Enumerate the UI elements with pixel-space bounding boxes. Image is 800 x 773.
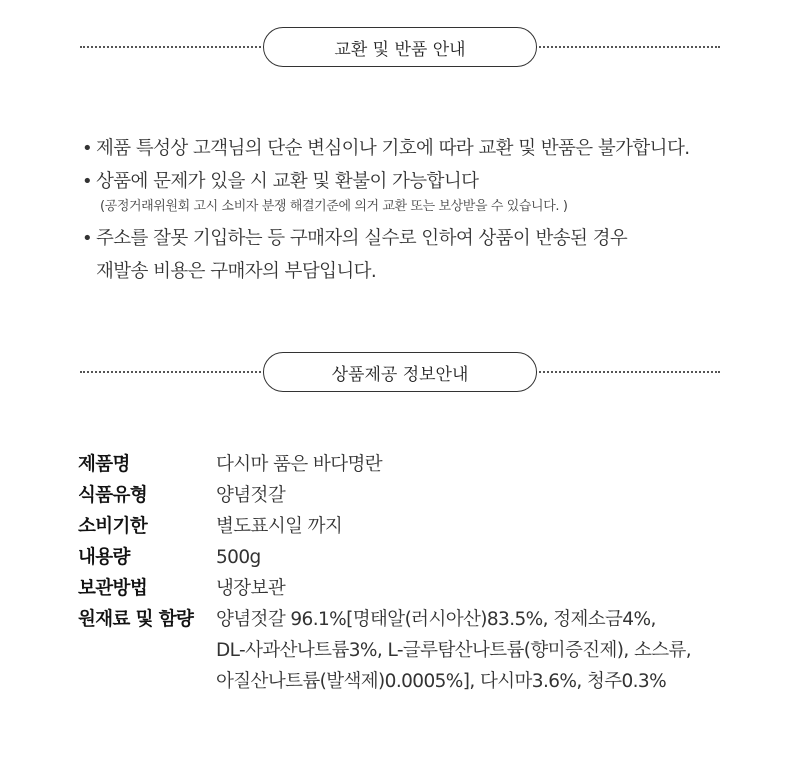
info-value-line: DL-사과산나트륨3%, L-글루탐산나트륨(향미증진제), 소스류, (216, 640, 692, 661)
notice-text: 제품 특성상 고객님의 단순 변심이나 기호에 따라 교환 및 반품은 불가합니다. (96, 138, 690, 159)
notice-item (82, 132, 762, 165)
section-title: 교환 및 반품 안내 (334, 39, 466, 60)
info-row-storage (78, 573, 758, 604)
notice-text: 상품에 문제가 있을 시 교환 및 환불이 가능합니다 (96, 171, 479, 192)
notice-text: 주소를 잘못 기입하는 등 구매자의 실수로 인하여 상품이 반송된 경우 (96, 228, 628, 249)
info-label: 제품명 (78, 454, 130, 475)
info-row-quantity (78, 542, 758, 573)
info-label: 내용량 (78, 547, 130, 568)
info-value (216, 573, 758, 604)
product-info-header (80, 352, 720, 392)
info-value (216, 480, 758, 511)
notice-subtext: (공정거래위원회 고시 소비자 분쟁 해결기준에 의거 교환 또는 보상받을 수 있습니다. ) (100, 199, 568, 214)
info-value (216, 604, 758, 697)
notice-item (82, 165, 762, 216)
bullet-icon: • (82, 138, 93, 159)
info-label: 원재료 및 함량 (78, 609, 194, 630)
section-title-pill (263, 27, 537, 67)
info-value-line: 양념젓갈 96.1%[명태알(러시아산)83.5%, 정제소금4%, (216, 609, 656, 630)
info-row-food-type (78, 480, 758, 511)
bullet-icon: • (82, 171, 93, 192)
info-value-line: 500g (216, 547, 261, 568)
product-info-table (78, 449, 758, 697)
info-label: 소비기한 (78, 516, 148, 537)
info-row-ingredients (78, 604, 758, 697)
info-value-line: 양념젓갈 (216, 485, 286, 506)
exchange-return-header (80, 27, 720, 67)
bullet-icon: • (82, 228, 93, 249)
info-value (216, 449, 758, 480)
info-value (216, 542, 758, 573)
info-label: 식품유형 (78, 485, 148, 506)
info-row-product-name (78, 449, 758, 480)
notice-text: 재발송 비용은 구매자의 부담입니다. (96, 261, 377, 282)
section-title-pill (263, 352, 537, 392)
notice-item (82, 222, 762, 288)
info-value (216, 511, 758, 542)
info-label: 보관방법 (78, 578, 148, 599)
info-value-line: 냉장보관 (216, 578, 286, 599)
info-value-line: 아질산나트륨(발색제)0.0005%], 다시마3.6%, 청주0.3% (216, 671, 667, 692)
info-value-line: 별도표시일 까지 (216, 516, 343, 537)
section-title: 상품제공 정보안내 (331, 364, 469, 385)
notice-list (82, 132, 762, 288)
info-value-line: 다시마 품은 바다명란 (216, 454, 383, 475)
info-row-expiration (78, 511, 758, 542)
